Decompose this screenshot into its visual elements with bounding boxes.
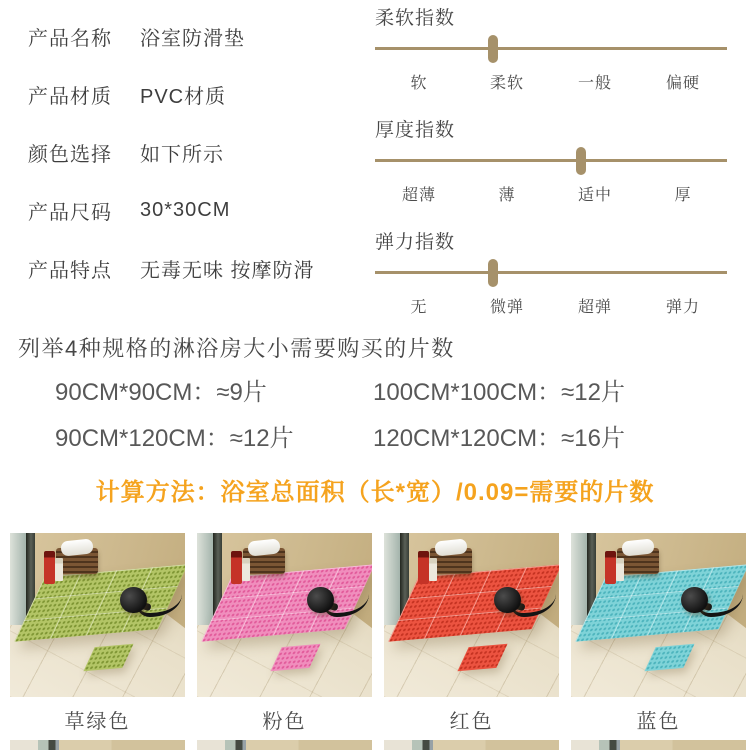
lotion-bottle	[55, 558, 63, 581]
slider-title: 弹力指数	[375, 232, 456, 253]
color-option-red	[384, 533, 559, 734]
slider-track-line	[375, 271, 727, 274]
spec-label: 产品尺码	[28, 201, 112, 224]
index-sliders	[375, 8, 727, 344]
shower-glass	[10, 533, 26, 625]
product-spec-list	[28, 24, 358, 314]
spec-value: 如下所示	[140, 143, 224, 166]
slider-handle	[488, 259, 498, 287]
next-photo-partial	[571, 740, 746, 750]
product-photo-pink	[197, 533, 372, 697]
formula-text: 计算方法：浴室总面积（长*宽）/0.09=需要的片数	[95, 479, 655, 506]
color-gallery	[10, 533, 746, 734]
slider-option: 适中	[577, 187, 612, 204]
color-name-label: 粉色	[262, 711, 307, 733]
shower-head	[494, 587, 520, 613]
product-photo-red	[384, 533, 559, 697]
slider-option: 一般	[577, 75, 612, 92]
slider-elasticity	[375, 232, 727, 317]
slider-track	[375, 144, 727, 178]
spec-value: 30*30CM	[140, 198, 231, 221]
slider-thickness	[375, 120, 727, 205]
spec-value: 无毒无味 按摩防滑	[140, 259, 315, 282]
color-option-blue	[571, 533, 746, 734]
next-photo-partial	[10, 740, 185, 750]
slider-option: 软	[410, 75, 428, 92]
slider-option: 微弹	[489, 299, 524, 316]
slider-options	[375, 182, 727, 205]
piece-guide-entry: 100CM*100CM：≈12片	[373, 379, 625, 406]
slider-track	[375, 32, 727, 66]
mat-single-tile	[83, 644, 133, 671]
rolled-towel	[60, 538, 93, 556]
mat-single-tile	[457, 644, 507, 671]
spec-label: 产品名称	[28, 27, 112, 50]
shampoo-bottle	[605, 551, 616, 584]
shower-head	[307, 587, 333, 613]
color-name-label: 草绿色	[64, 711, 131, 733]
next-photo-partial	[197, 740, 372, 750]
spec-row-size	[28, 198, 358, 222]
slider-track-line	[375, 159, 727, 162]
color-option-pink	[197, 533, 372, 734]
next-photo-partial	[384, 740, 559, 750]
piece-guide-entry: 90CM*120CM：≈12片	[55, 425, 294, 452]
slider-option: 超薄	[401, 187, 436, 204]
slider-track-line	[375, 47, 727, 50]
piece-guide-heading: 列举4种规格的淋浴房大小需要购买的片数	[18, 336, 455, 361]
slider-handle	[488, 35, 498, 63]
slider-title: 厚度指数	[375, 120, 456, 141]
shower-glass	[197, 533, 213, 625]
spec-row-material	[28, 82, 358, 106]
shower-head	[120, 587, 146, 613]
spec-row-features	[28, 256, 358, 280]
product-photo-green	[10, 533, 185, 697]
spec-label: 产品特点	[28, 259, 112, 282]
slider-option: 偏硬	[665, 75, 700, 92]
next-photo-row-preview	[10, 740, 746, 750]
lotion-bottle	[429, 558, 437, 581]
spec-label: 颜色选择	[28, 143, 112, 166]
spec-value: PVC材质	[140, 85, 227, 108]
shower-glass	[571, 533, 587, 625]
product-photo-blue	[571, 533, 746, 697]
color-option-grass-green	[10, 533, 185, 734]
slider-option: 柔软	[489, 75, 524, 92]
mat-single-tile	[270, 644, 320, 671]
rolled-towel	[434, 538, 467, 556]
piece-guide-entry: 120CM*120CM：≈16片	[373, 425, 625, 452]
slider-softness	[375, 8, 727, 93]
piece-guide-grid	[55, 378, 625, 453]
slider-option: 薄	[498, 187, 516, 204]
spec-value: 浴室防滑垫	[140, 27, 245, 50]
slider-handle	[576, 147, 586, 175]
slider-option: 无	[410, 299, 428, 316]
slider-options	[375, 70, 727, 93]
shampoo-bottle	[44, 551, 55, 584]
shower-head	[681, 587, 707, 613]
shower-glass	[384, 533, 400, 625]
lotion-bottle	[616, 558, 624, 581]
mat-single-tile	[644, 644, 694, 671]
slider-option: 厚	[674, 187, 692, 204]
slider-options	[375, 294, 727, 317]
color-name-label: 蓝色	[636, 711, 681, 733]
slider-track	[375, 256, 727, 290]
shampoo-bottle	[231, 551, 242, 584]
color-name-label: 红色	[449, 711, 494, 733]
rolled-towel	[621, 538, 654, 556]
spec-row-name	[28, 24, 358, 48]
rolled-towel	[247, 538, 280, 556]
slider-title: 柔软指数	[375, 8, 456, 29]
slider-option: 超弹	[577, 299, 612, 316]
spec-row-color	[28, 140, 358, 164]
shampoo-bottle	[418, 551, 429, 584]
spec-label: 产品材质	[28, 85, 112, 108]
piece-guide-entry: 90CM*90CM：≈9片	[55, 379, 267, 406]
slider-option: 弹力	[665, 299, 700, 316]
lotion-bottle	[242, 558, 250, 581]
